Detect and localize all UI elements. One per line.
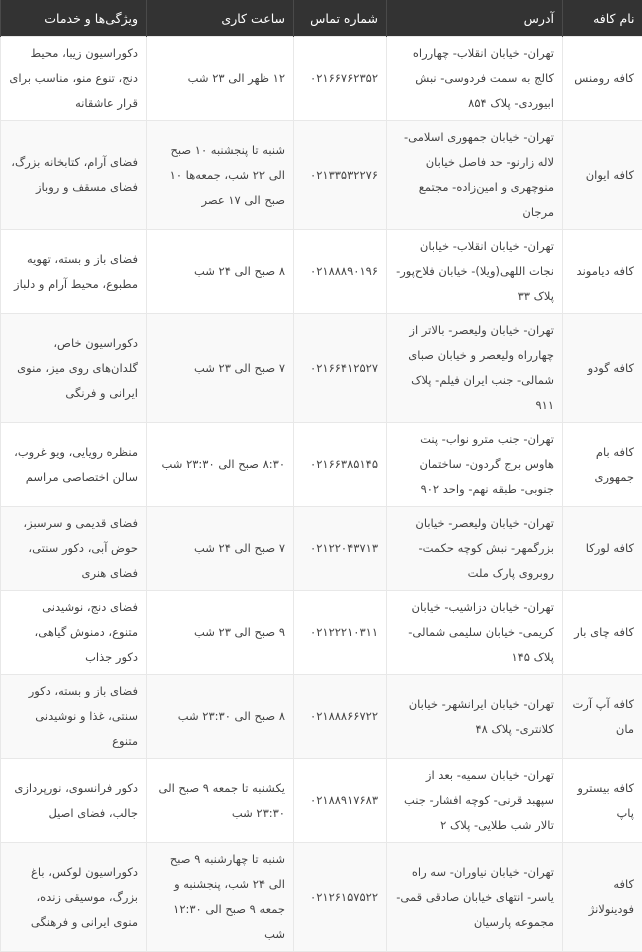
cell-phone: ۰۲۱۲۶۱۵۷۵۲۲ [294, 843, 387, 952]
cell-features: فضای آرام، کتابخانه بزرگ، فضای مسقف و روباز [1, 121, 147, 230]
cell-address: تهران- خیابان دزاشیب- خیابان کریمی- خیابان سلیمی شمالی- پلاک ۱۴۵ [387, 591, 563, 675]
cell-name: کافه ایوان [563, 121, 642, 230]
cell-features: دکوراسیون خاص، گلدان‌های روی میز، منوی ایرانی و فرنگی [1, 314, 147, 423]
table-row [1, 423, 642, 507]
cell-hours: ۸ صبح الی ۲۳:۳۰ شب [147, 675, 294, 759]
table-row [1, 314, 642, 423]
cell-address: تهران- خیابان ولیعصر- خیابان بزرگمهر- نبش کوچه حکمت- روبروی پارک ملت [387, 507, 563, 591]
cell-hours: ۱۲ ظهر الی ۲۳ شب [147, 37, 294, 121]
table-row [1, 675, 642, 759]
cell-phone: ۰۲۱۲۲۰۴۳۷۱۳ [294, 507, 387, 591]
cell-hours: ۷ صبح الی ۲۴ شب [147, 507, 294, 591]
cell-phone: ۰۲۱۸۸۸۹۰۱۹۶ [294, 230, 387, 314]
cell-address: تهران- خیابان انقلاب- چهارراه کالج به سمت فردوسی- نبش ابیوردی- پلاک ۸۵۴ [387, 37, 563, 121]
cell-name: کافه فودینولانژ [563, 843, 642, 952]
cell-phone: ۰۲۱۸۸۹۱۷۶۸۳ [294, 759, 387, 843]
cell-name: کافه بام جمهوری [563, 423, 642, 507]
cell-hours: ۷ صبح الی ۲۳ شب [147, 314, 294, 423]
table-row [1, 121, 642, 230]
cell-hours: شنبه تا پنجشنبه ۱۰ صبح الی ۲۲ شب، جمعه‌ها ۱۰ صبح الی ۱۷ عصر [147, 121, 294, 230]
table-row [1, 591, 642, 675]
cell-address: تهران- خیابان جمهوری اسلامی- لاله زارنو- حد فاصل خیابان منوچهری و امین‌زاده- مجتمع مرجان [387, 121, 563, 230]
cell-address: تهران- خیابان نیاوران- سه راه یاسر- انتهای خیابان صادقی قمی- مجموعه پارسیان [387, 843, 563, 952]
cell-features: منظره رویایی، ویو غروب، سالن اختصاصی مراسم [1, 423, 147, 507]
cell-hours: شنبه تا چهارشنبه ۹ صبح الی ۲۴ شب، پنجشنبه و جمعه ۹ صبح الی ۱۲:۳۰ شب [147, 843, 294, 952]
cell-hours: ۸ صبح الی ۲۴ شب [147, 230, 294, 314]
cell-phone: ۰۲۱۶۶۴۱۲۵۲۷ [294, 314, 387, 423]
header-features: ویژگی‌ها و خدمات [1, 0, 147, 37]
header-hours: ساعت کاری [147, 0, 294, 37]
cell-features: فضای دنج، نوشیدنی متنوع، دمنوش گیاهی، دکور جذاب [1, 591, 147, 675]
table-header-row [1, 0, 642, 37]
table-row [1, 507, 642, 591]
cell-name: کافه آپ آرت مان [563, 675, 642, 759]
cell-name: کافه بیسترو پاپ [563, 759, 642, 843]
cell-features: دکور فرانسوی، نورپردازی جالب، فضای اصیل [1, 759, 147, 843]
cell-address: تهران- خیابان ایرانشهر- خیابان کلانتری- پلاک ۴۸ [387, 675, 563, 759]
table-row [1, 843, 642, 952]
cell-phone: ۰۲۱۸۸۸۶۶۷۲۲ [294, 675, 387, 759]
cell-features: دکوراسیون لوکس، باغ بزرگ، موسیقی زنده، منوی ایرانی و فرهنگی [1, 843, 147, 952]
header-name: نام کافه [563, 0, 642, 37]
cell-features: فضای قدیمی و سرسبز، حوض آبی، دکور سنتی، فضای هنری [1, 507, 147, 591]
cell-name: کافه چای بار [563, 591, 642, 675]
cell-address: تهران- خیابان سمیه- بعد از سپهبد قرنی- کوچه افشار- جنب تالار شب طلایی- پلاک ۲ [387, 759, 563, 843]
table-row [1, 37, 642, 121]
cell-hours: ۹ صبح الی ۲۳ شب [147, 591, 294, 675]
cell-name: کافه گودو [563, 314, 642, 423]
cell-features: فضای باز و بسته، تهویه مطبوع، محیط آرام و دلباز [1, 230, 147, 314]
cell-features: فضای باز و بسته، دکور سنتی، غذا و نوشیدنی متنوع [1, 675, 147, 759]
header-address: آدرس [387, 0, 563, 37]
cell-address: تهران- جنب مترو نواب- پنت هاوس برج گردون- ساختمان جنوبی- طبقه نهم- واحد ۹۰۲ [387, 423, 563, 507]
cell-hours: یکشنبه تا جمعه ۹ صبح الی ۲۳:۳۰ شب [147, 759, 294, 843]
table-row [1, 230, 642, 314]
cell-phone: ۰۲۱۳۳۵۳۲۲۷۶ [294, 121, 387, 230]
cell-phone: ۰۲۱۶۶۳۸۵۱۴۵ [294, 423, 387, 507]
cell-phone: ۰۲۱۲۲۲۱۰۳۱۱ [294, 591, 387, 675]
table-row [1, 759, 642, 843]
cell-name: کافه دیاموند [563, 230, 642, 314]
cell-name: کافه لورکا [563, 507, 642, 591]
header-phone: شماره تماس [294, 0, 387, 37]
cell-name: کافه رومنس [563, 37, 642, 121]
cell-address: تهران- خیابان ولیعصر- بالاتر از چهارراه ولیعصر و خیابان صبای شمالی- جنب ایران فیلم- پلاک ۹۱۱ [387, 314, 563, 423]
cell-hours: ۸:۳۰ صبح الی ۲۳:۳۰ شب [147, 423, 294, 507]
cell-phone: ۰۲۱۶۶۷۶۲۳۵۲ [294, 37, 387, 121]
cell-address: تهران- خیابان انقلاب- خیابان نجات اللهی(ویلا)- خیابان فلاح‌پور- پلاک ۳۳ [387, 230, 563, 314]
cell-features: دکوراسیون زیبا، محیط دنج، تنوع منو، مناسب برای قرار عاشقانه [1, 37, 147, 121]
